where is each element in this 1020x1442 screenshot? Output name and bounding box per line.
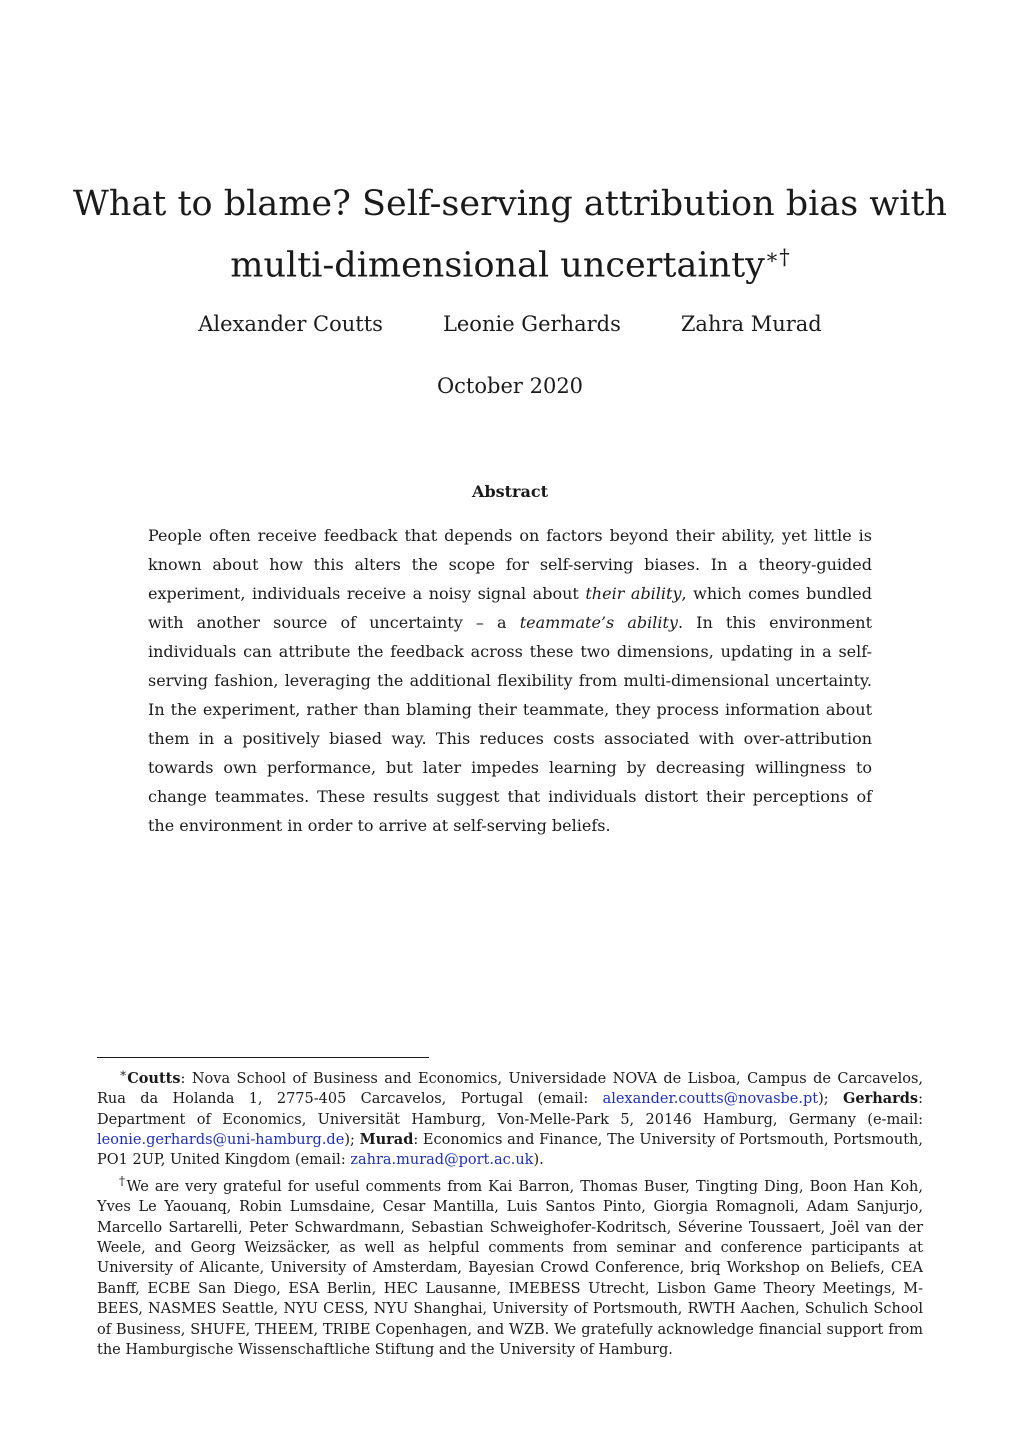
abstract-body [148,521,872,840]
footnote-text: : Economics and Finance, The University of Portsmouth, Portsmouth, PO1 2UP, United Kingdom (email: [97,1132,923,1169]
footnote-mark: † [119,1173,127,1188]
publication-date: October 2020 [436,374,584,398]
abstract-text: , which comes bundled with another source of uncertainty – a [148,584,873,632]
footnote-rule [97,1057,429,1058]
footnote-text: ); [344,1132,360,1149]
footnote-text: : Department of Economics, Universität Hamburg, Von-Melle-Park 5, 20146 Hamburg, Germany (e-mail: [97,1091,923,1128]
footnote-text: ); [818,1091,843,1108]
footnote-text: : Nova School of Business and Economics, Universidade NOVA de Lisboa, Campus de Carcavelos, Rua da Holanda 1, 2775-405 Carcavelos, Portugal (email: [97,1070,923,1108]
title-line-1: What to blame? Self-serving attribution bias with [72,184,948,224]
abstract-heading: Abstract [472,482,548,501]
email-link[interactable]: leonie.gerhards@uni-hamburg.de [97,1132,345,1149]
footnote-acknowledgements [97,1171,923,1360]
author-label: Gerhards [842,1090,919,1108]
paper-title [0,178,1020,293]
abstract-emphasis: their ability [585,584,682,603]
author-list [0,312,1020,336]
author-label: Coutts [127,1069,181,1087]
abstract-emphasis: teammate’s ability [519,613,678,632]
abstract-text: . In this environment individuals can attribute the feedback across these two dimensions, updating in a self-serving fashion, leveraging the additional flexibility from multi-dimensional uncertainty. In the experiment, rather than blaming their teammate, they process information about them in a positively biased way. This reduces costs associated with over-attribution towards own performance, but later impedes learning by decreasing willingness to change teammates. These results suggest that individuals distort their perceptions of the environment in order to arrive at self-serving beliefs. [148,613,873,835]
abstract-text: People often receive feedback that depends on factors beyond their ability, yet little is known about how this alters the scope for self-serving biases. In a theory-guided experiment, individuals receive a noisy signal about [148,526,872,603]
author-name: Alexander Coutts [198,312,383,336]
author-name: Leonie Gerhards [442,312,621,336]
footnotes [97,1063,923,1360]
email-link[interactable]: zahra.murad@port.ac.uk [350,1152,534,1169]
author-name: Zahra Murad [680,312,822,336]
footnote-mark: ∗ [119,1066,128,1080]
email-link[interactable]: alexander.coutts@novasbe.pt [602,1091,819,1108]
footnote-affiliations [97,1063,923,1171]
title-line-2: multi-dimensional uncertainty [230,245,765,286]
author-label: Murad [359,1131,414,1149]
footnote-text: We are very grateful for useful comments from Kai Barron, Thomas Buser, Tingting Ding, Boon Han Koh, Yves Le Yaouanq, Robin Lumsdaine, Cesar Mantilla, Luis Santos Pinto, Giorgia Romagnoli, Adam Sanjurjo, Marcello Sartarelli, Peter Schwardmann, Sebastian Schweighofer-Kodritsch, Séverine Toussaert, Joël van der Weele, and Georg Weizsäcker, as well as helpful comments from seminar and conference participants at University of Alicante, University of Amsterdam, Bayesian Crowd Conference, briq Workshop on Beliefs, CEA Banff, ECBE San Diego, ESA Berlin, HEC Lausanne, IMEBESS Utrecht, Lisbon Game Theory Meetings, M-BEES, NASMES Seattle, NYU CESS, NYU Shanghai, University of Portsmouth, RWTH Aachen, Schulich School of Business, SHUFE, THEEM, TRIBE Copenhagen, and WZB. We gratefully acknowledge financial support from the Hamburgische Wissenschaftliche Stiftung and the University of Hamburg. [97,1178,923,1358]
title-footnote-marks: ∗† [764,245,790,269]
footnote-text: ). [533,1152,544,1169]
